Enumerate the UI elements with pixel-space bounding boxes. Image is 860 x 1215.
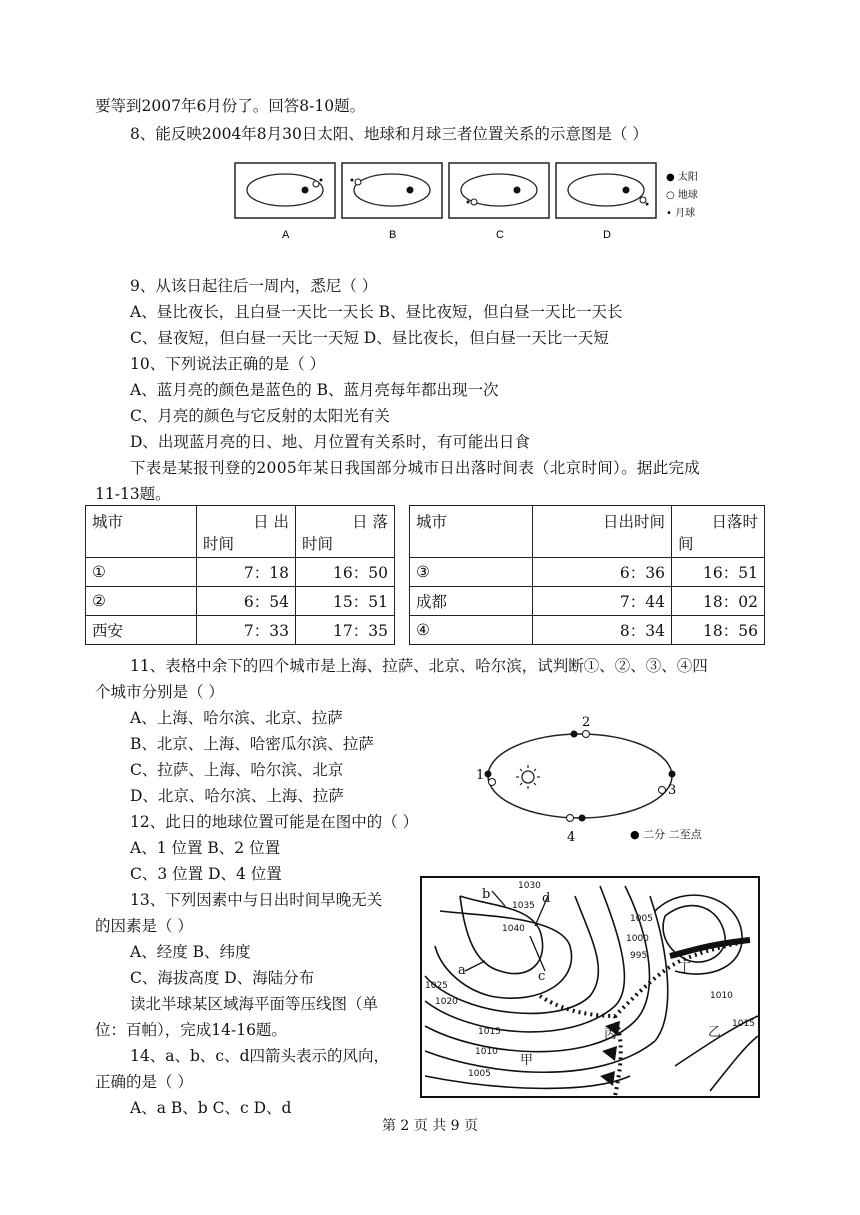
q10-line3: D、出现蓝月亮的日、地、月位置有关系时，有可能出日食 [130, 433, 530, 451]
isobar-label: 1015 [732, 1019, 755, 1029]
th-sunrise-left [197, 506, 296, 558]
region-ding: 丁 [678, 961, 692, 976]
q8-option-b [342, 163, 442, 218]
q12-stem: 12、此日的地球位置可能是在图中的（ ） [130, 813, 419, 831]
th-sunset-right-a: 日落时 [711, 513, 758, 531]
th-sunrise-left-b: 时间 [203, 535, 235, 553]
page-footer: 第 2 页 共 9 页 [381, 1118, 479, 1134]
orbit-label-1: 1 [476, 768, 485, 783]
q13-line1: A、经度 B、纬度 [130, 943, 251, 961]
q11-stem2: 个城市分别是（ ） [95, 683, 224, 701]
q9-line2: C、昼夜短，但白昼一天比一天短 D、昼比夜长，但白昼一天比一天短 [130, 329, 609, 347]
th-sunset-right-b: 间 [678, 535, 694, 553]
arrow-label-d: d [542, 891, 551, 906]
q10-line2: C、月亮的颜色与它反射的太阳光有关 [130, 407, 390, 425]
q8-legend-sun: ● 太阳 [666, 172, 698, 183]
q8-legend-earth: ○ 地球 [666, 190, 698, 201]
q8-label-a: A [282, 229, 290, 241]
table-row [86, 587, 765, 616]
isobar-label: 1025 [425, 981, 448, 991]
th-city-right: 城市 [410, 506, 533, 558]
q11-option-c: C、拉萨、上海、哈尔滨、北京 [130, 761, 344, 779]
table-cell: 16：50 [296, 558, 395, 587]
q11-stem1: 11、表格中余下的四个城市是上海、拉萨、北京、哈尔滨，试判断①、②、③、④四 [130, 657, 708, 675]
q11-option-a: A、上海、哈尔滨、北京、拉萨 [130, 709, 343, 727]
table-cell: ④ [410, 616, 533, 645]
sun-icon [516, 765, 540, 789]
region-yi: 乙 [708, 1025, 722, 1040]
table-intro-line2: 11-13题。 [95, 485, 171, 503]
table-cell: ① [86, 558, 197, 587]
orbit-label-3: 3 [668, 783, 677, 798]
table-cell: 17：35 [296, 616, 395, 645]
q8-option-d [556, 163, 656, 218]
isobar-label: 1020 [435, 997, 458, 1007]
q9-stem: 9、从该日起往后一周内，悉尼（ ） [130, 277, 378, 295]
table-cell: 6：36 [533, 558, 672, 587]
q8-label-b: B [389, 229, 397, 241]
q12-line2: C、3 位置 D、4 位置 [130, 865, 282, 883]
table-cell: 西安 [86, 616, 197, 645]
th-sunset-left-a: 日 落 [352, 513, 388, 531]
isobar-label: 1010 [475, 1047, 498, 1057]
q8-option-c [449, 163, 549, 218]
table-cell: ③ [410, 558, 533, 587]
q8-option-a [235, 163, 335, 218]
isobar-label: 1040 [502, 924, 525, 934]
table-cell: 18：02 [672, 587, 765, 616]
isobar-label: 1035 [512, 901, 535, 911]
q13-stem2: 的因素是（ ） [95, 917, 193, 935]
table-cell: 8：34 [533, 616, 672, 645]
table-row [86, 558, 765, 587]
isobar-map [420, 876, 760, 1098]
table-cell: 16：51 [672, 558, 765, 587]
table-row [86, 616, 765, 645]
intro-line: 要等到2007年6月份了。回答8-10题。 [95, 97, 366, 115]
th-sunrise-left-a: 日 出 [253, 513, 289, 531]
q14-stem1: 14、a、b、c、d四箭头表示的风向， [130, 1047, 389, 1065]
q8-label-c: C [496, 229, 504, 241]
table-intro-line1: 下表是某报刊登的2005年某日我国部分城市日出落时间表（北京时间）。据此完成 [130, 459, 701, 477]
arrow-label-a: a [458, 963, 466, 978]
q8-stem: 8、能反映2004年8月30日太阳、地球和月球三者位置关系的示意图是（ ） [130, 125, 648, 143]
region-jia: 甲 [520, 1053, 534, 1068]
q14-options: A、a B、b C、c D、d [130, 1099, 292, 1117]
q13-stem1: 13、下列因素中与日出时间早晚无关 [130, 891, 383, 909]
q12-line1: A、1 位置 B、2 位置 [130, 839, 281, 857]
isobar-label: 1005 [630, 914, 653, 924]
q11-option-b: B、北京、上海、哈密瓜尔滨、拉萨 [130, 735, 374, 753]
region-bing: 丙 [604, 1027, 618, 1042]
q8-legend-moon: • 月球 [666, 208, 696, 219]
table-cell: 7：18 [197, 558, 296, 587]
th-sunset-left-b: 时间 [302, 535, 334, 553]
orbit-label-4: 4 [567, 830, 576, 845]
table-cell: 18：56 [672, 616, 765, 645]
th-sunset-left [296, 506, 395, 558]
th-sunrise-right: 日出时间 [533, 506, 672, 558]
th-city-left: 城市 [86, 506, 197, 558]
orbit-label-2: 2 [582, 715, 591, 730]
orbit-diagram [470, 712, 750, 852]
isobar-label: 1015 [478, 1027, 501, 1037]
table-cell: ② [86, 587, 197, 616]
q14-stem2: 正确的是（ ） [95, 1073, 193, 1091]
q10-stem: 10、下列说法正确的是（ ） [130, 355, 326, 373]
table-cell: 6：54 [197, 587, 296, 616]
read-line2: 位：百帕），完成14-16题。 [95, 1021, 287, 1039]
isobar-label: 1005 [468, 1069, 491, 1079]
table-cell: 7：33 [197, 616, 296, 645]
q11-option-d: D、北京、哈尔滨、上海、拉萨 [130, 787, 344, 805]
q13-line2: C、海拔高度 D、海陆分布 [130, 969, 315, 987]
table-cell: 7：44 [533, 587, 672, 616]
q9-line1: A、昼比夜长，且白昼一天比一天长 B、昼比夜短，但白昼一天比一天长 [130, 303, 623, 321]
sunrise-table [85, 505, 765, 645]
th-sunset-right [672, 506, 765, 558]
table-cell: 成都 [410, 587, 533, 616]
isobar-label: 1030 [518, 881, 541, 891]
arrow-label-c: c [538, 969, 546, 984]
isobar-label: 1000 [626, 934, 649, 944]
table-cell: 15：51 [296, 587, 395, 616]
q8-diagrams [230, 158, 730, 248]
q10-line1: A、蓝月亮的颜色是蓝色的 B、蓝月亮每年都出现一次 [130, 381, 499, 399]
arrow-label-b: b [482, 887, 491, 902]
orbit-legend: ● 二分 二至点 [630, 828, 702, 841]
isobar-label: 1010 [710, 991, 733, 1001]
read-line1: 读北半球某区域海平面等压线图（单 [130, 995, 379, 1013]
q8-label-d: D [603, 229, 611, 241]
isobar-label: 995 [630, 951, 648, 961]
